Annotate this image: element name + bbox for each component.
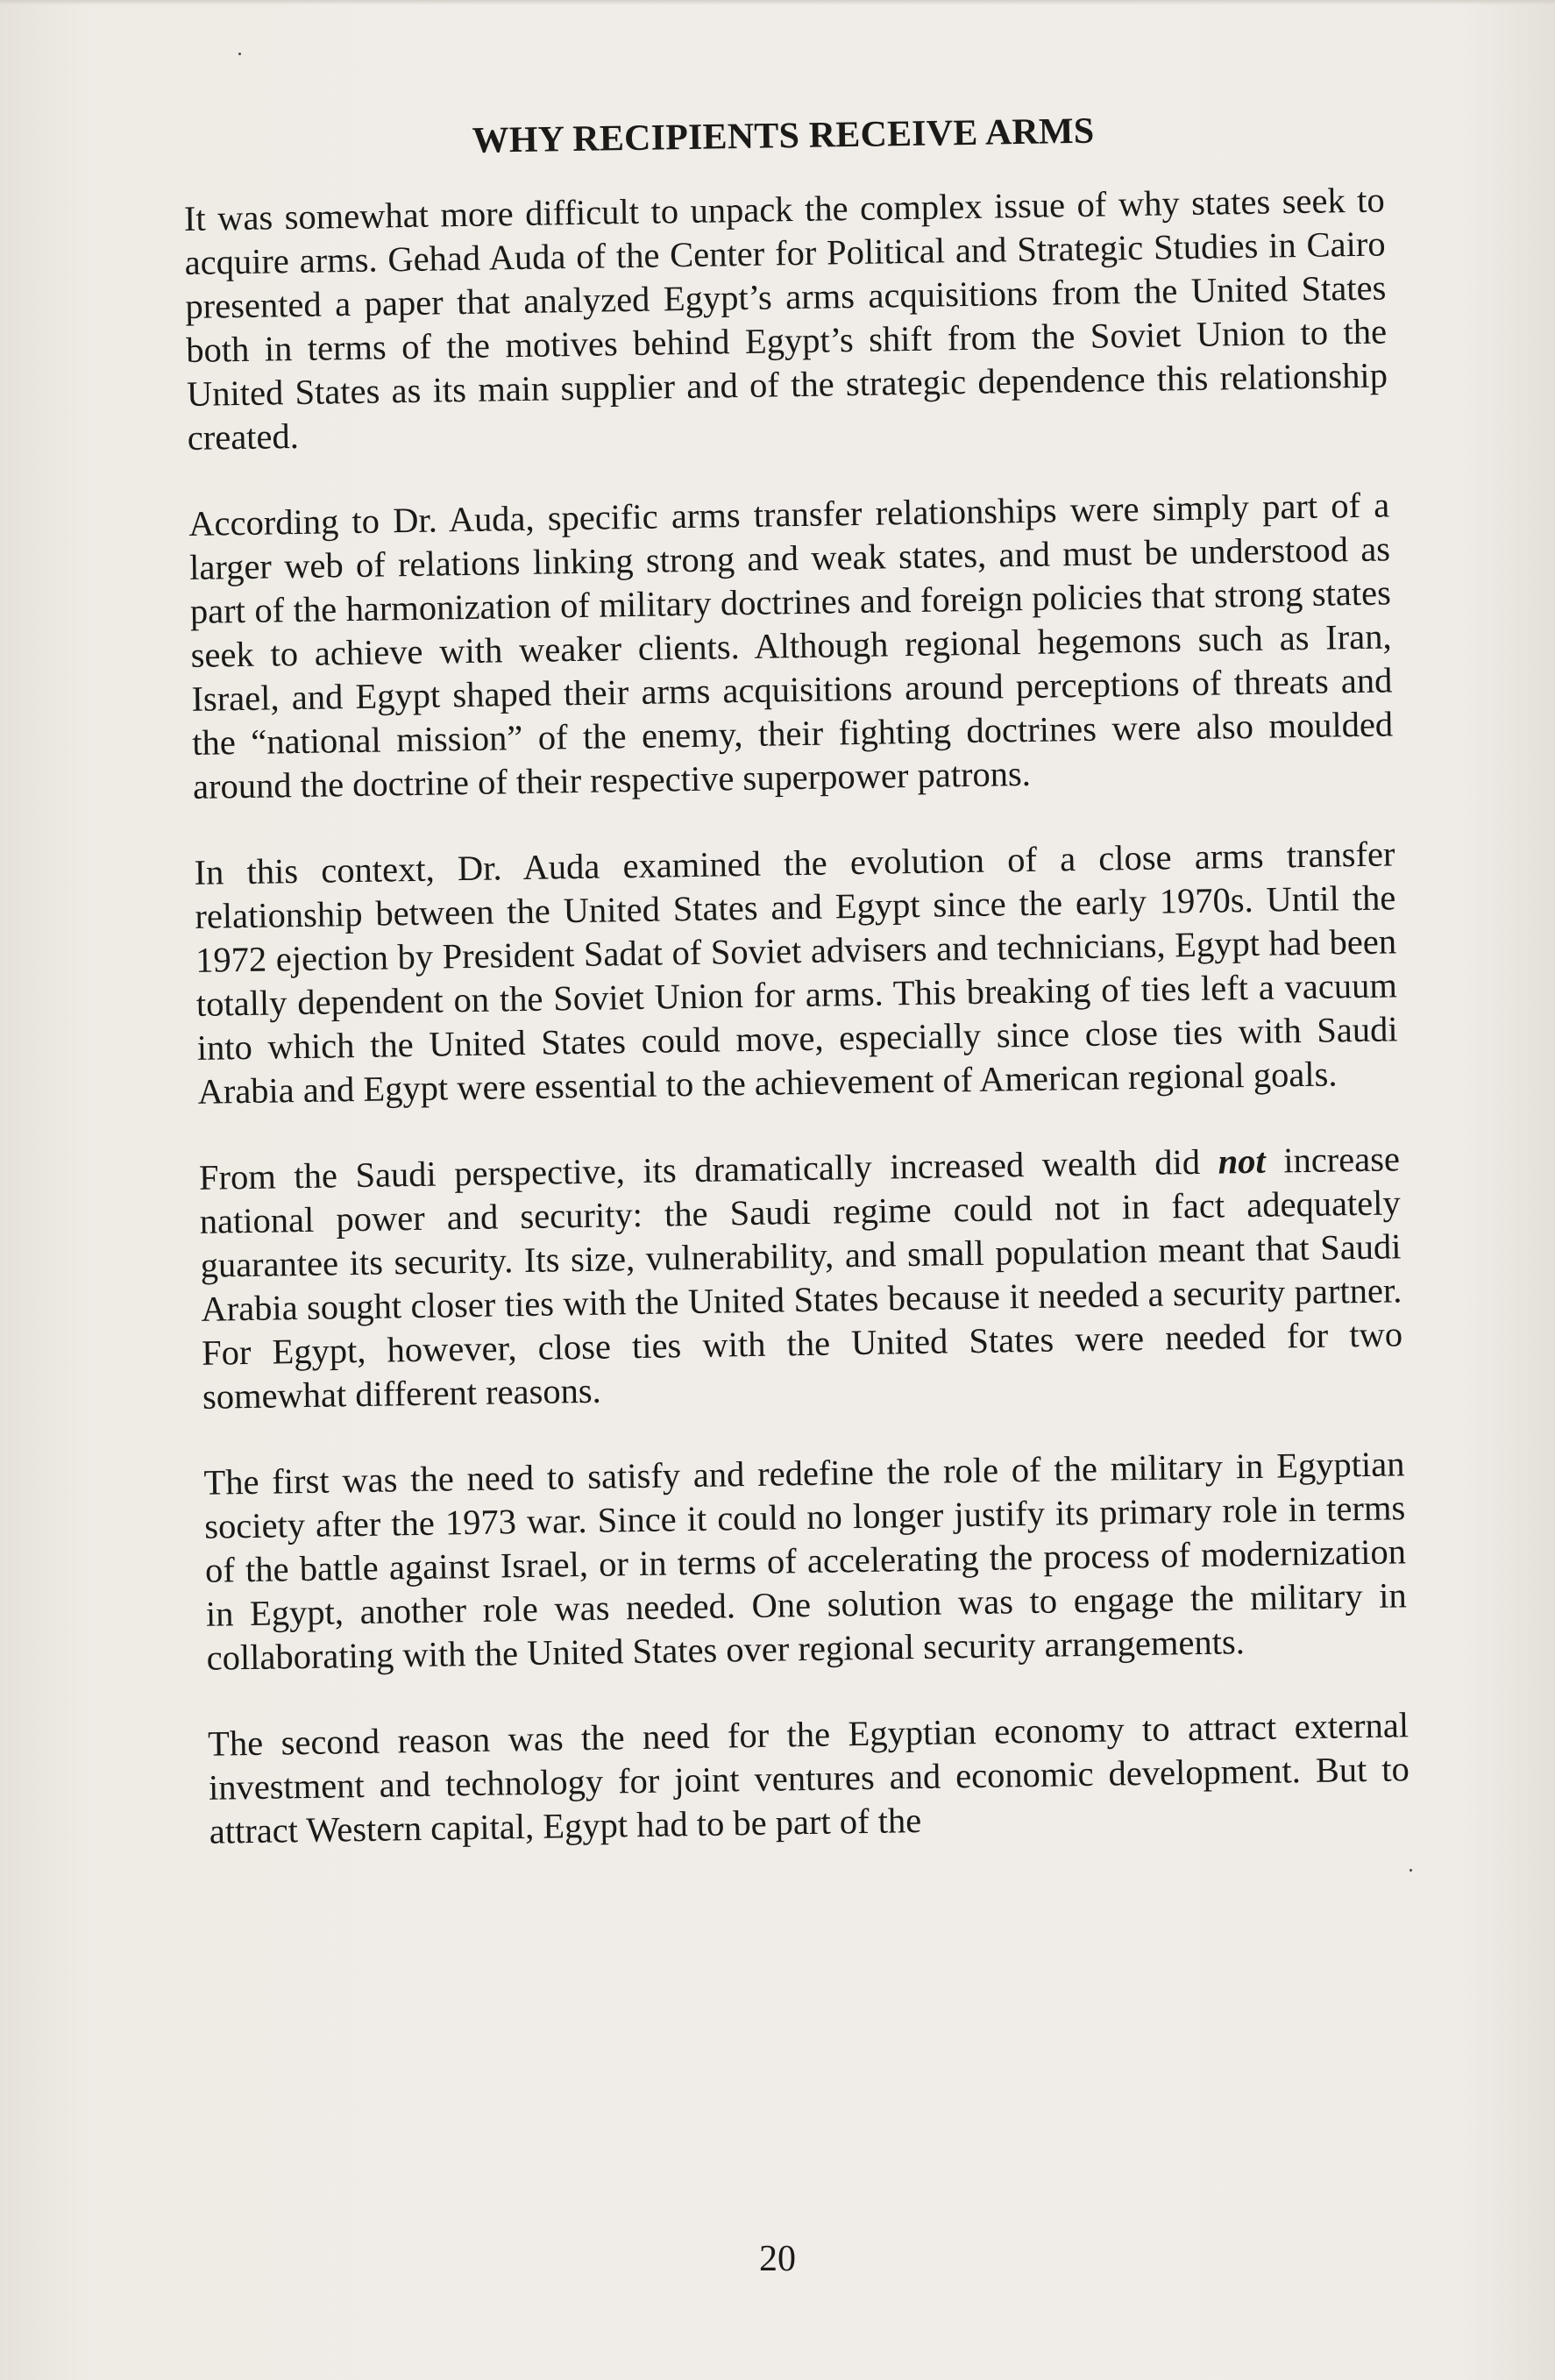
page-number: 20 bbox=[759, 2239, 796, 2279]
paragraph-4-emphasis: not bbox=[1218, 1140, 1266, 1182]
paper-speck bbox=[1409, 1869, 1412, 1872]
paragraph-4-text-end: increase national power and security: the Saudi regime could not in fact adequately guarantee its security. Its size, vulnerability, and small population meant that Saudi Arabia sought closer ties with the United States because it needed a security partner. For Egypt, however, close ties with the United States were needed for two somewhat different reasons. bbox=[199, 1139, 1403, 1417]
paragraph-1: It was somewhat more difficult to unpack the complex issue of why states seek to acquire arms. Gehad Auda of the Center for Political and Strategic Studies in Cairo presented a paper that analyzed Egypt’s arms acquisitions from the United States both in terms of the motives behind Egypt’s shift from the Soviet Union to the United States as its main supplier and of the strategic dependence this relationship created. bbox=[183, 180, 1388, 458]
section-heading: WHY RECIPIENTS RECEIVE ARMS bbox=[472, 110, 1095, 161]
paragraph-3: In this context, Dr. Auda examined the evolution of a close arms transfer relationship between the United States and Egypt since the early 1970s. Until the 1972 ejection by President Sadat of Soviet advisers and technicians, Egypt had been totally dependent on the Soviet Union for arms. This breaking of ties left a vacuum into which the United States could move, especially since close ties with Saudi Arabia and Egypt were essential to the achievement of American regional goals. bbox=[194, 834, 1398, 1112]
paragraph-6: The second reason was the need for the Egyptian economy to attract external investment and technology for joint ventures and economic development. But to attract Western capital, Egypt had to be part of the bbox=[207, 1705, 1410, 1851]
paragraph-4-text-start: From the Saudi perspective, its dramatically increased wealth did bbox=[198, 1141, 1218, 1197]
page-body bbox=[182, 95, 1411, 1895]
paragraph-4 bbox=[199, 1137, 1404, 1418]
paragraph-5: The first was the need to satisfy and redefine the role of the military in Egyptian society after the 1973 war. Since it could no longer justify its primary role in terms of the battle against Israel, or in terms of accelerating the process of modernization in Egypt, another role was needed. One solution was to engage the military in collaborating with the United States over regional security arrangements. bbox=[203, 1444, 1408, 1678]
paragraph-2: According to Dr. Auda, specific arms transfer relationships were simply part of a larger web of relations linking strong and weak states, and must be understood as part of the harmonization of military doctrines and foreign policies that strong states seek to achieve with weaker clients. Although regional hegemons such as Iran, Israel, and Egypt shaped their arms acquisitions around perceptions of threats and the “national mission” of the enemy, their fighting doctrines were also moulded around the doctrine of their respective superpower patrons. bbox=[188, 485, 1394, 806]
page-top-edge bbox=[0, 0, 1555, 5]
paper-speck bbox=[238, 53, 241, 55]
